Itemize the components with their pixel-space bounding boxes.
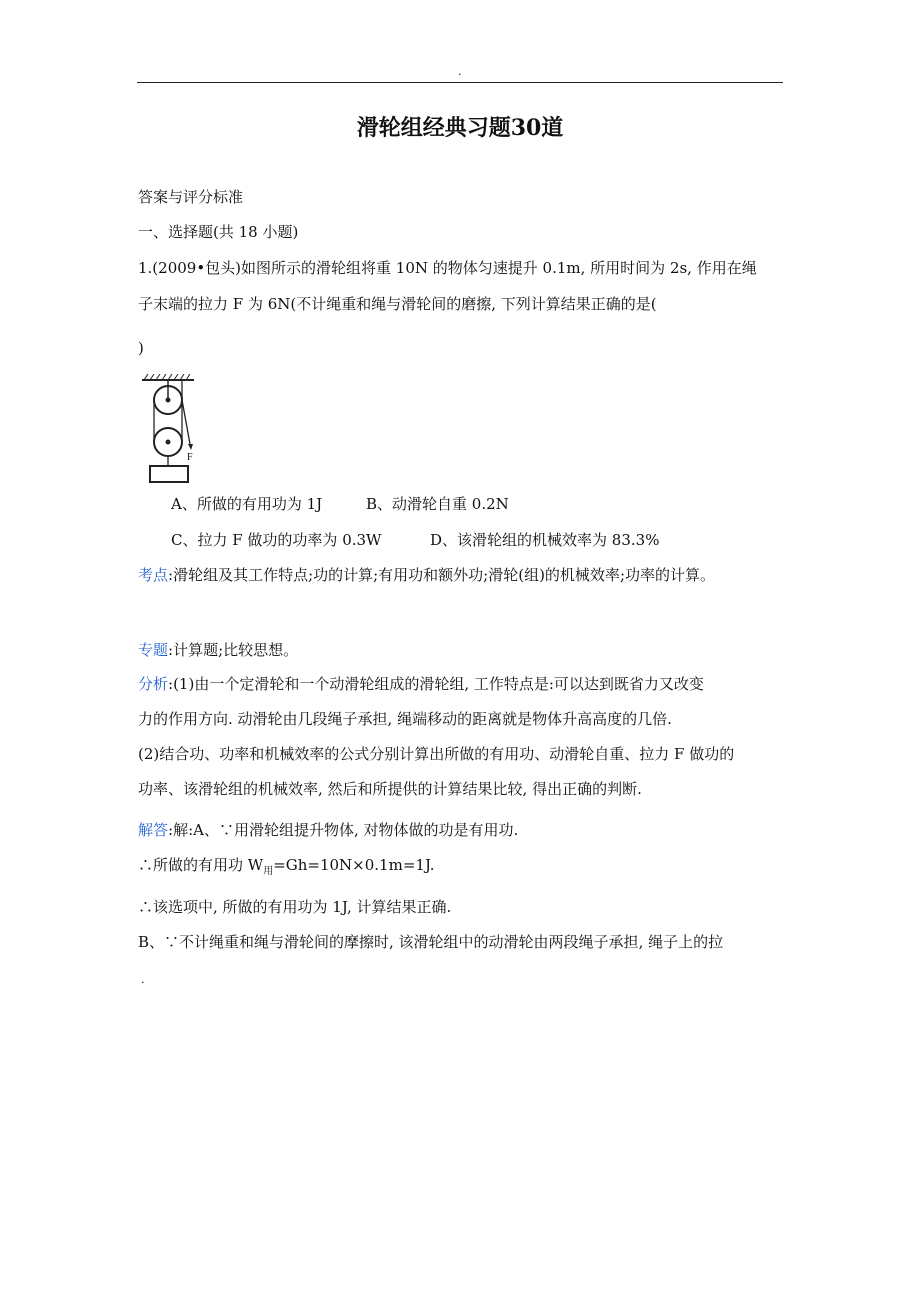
jieda-text-1: :解:A、∵用滑轮组提升物体, 对物体做的功是有用功. bbox=[168, 821, 519, 839]
force-label: F bbox=[187, 452, 193, 463]
zhuanti-line bbox=[138, 640, 298, 660]
header-dot: . bbox=[458, 65, 462, 78]
jieda-text-2-post: =Gh=10N×0.1m=1J. bbox=[273, 856, 435, 874]
kaodian-label: 考点 bbox=[138, 566, 169, 584]
page-title: 滑轮组经典习题30道 bbox=[356, 115, 564, 141]
zhuanti-text: :计算题;比较思想。 bbox=[168, 641, 299, 659]
option-b: B、动滑轮自重 0.2N bbox=[366, 495, 509, 513]
header-rule bbox=[137, 82, 783, 83]
jieda-line-3: ∴该选项中, 所做的有用功为 1J, 计算结果正确. bbox=[138, 898, 452, 916]
jieda-line-4: B、∵不计绳重和绳与滑轮间的摩擦时, 该滑轮组中的动滑轮由两段绳子承担, 绳子上的拉 bbox=[138, 933, 724, 951]
option-a: A、所做的有用功为 1J bbox=[171, 495, 323, 513]
part-heading: 一、选择题(共 18 小题) bbox=[138, 223, 299, 241]
fenxi-text-1: :(1)由一个定滑轮和一个动滑轮组成的滑轮组, 工作特点是:可以达到既省力又改变 bbox=[168, 675, 704, 693]
kaodian-text: :滑轮组及其工作特点;功的计算;有用功和额外功;滑轮(组)的机械效率;功率的计算。 bbox=[168, 566, 715, 584]
option-c: C、拉力 F 做功的功率为 0.3W bbox=[171, 531, 382, 549]
fenxi-label: 分析 bbox=[138, 675, 169, 693]
question-line-3: ) bbox=[138, 339, 144, 357]
fenxi-line-4: 功率、该滑轮组的机械效率, 然后和所提供的计算结果比较, 得出正确的判断. bbox=[138, 780, 642, 798]
jieda-line-2 bbox=[138, 855, 435, 882]
option-d: D、该滑轮组的机械效率为 83.3% bbox=[430, 531, 660, 549]
pulley-diagram bbox=[140, 374, 206, 486]
zhuanti-label: 专题 bbox=[138, 641, 169, 659]
fenxi-line-1 bbox=[138, 674, 704, 694]
fenxi-line-3: (2)结合功、功率和机械效率的公式分别计算出所做的有用功、动滑轮自重、拉力 F 做功的 bbox=[138, 745, 735, 763]
section-heading: 答案与评分标准 bbox=[138, 188, 244, 206]
fenxi-line-2: 力的作用方向. 动滑轮由几段绳子承担, 绳端移动的距离就是物体升高高度的几倍. bbox=[138, 710, 672, 728]
jieda-subscript: 用 bbox=[263, 866, 274, 877]
kaodian-line bbox=[138, 565, 715, 585]
footer-dot: . bbox=[141, 973, 145, 986]
question-line-1: 1.(2009•包头)如图所示的滑轮组将重 10N 的物体匀速提升 0.1m, 所用时间为 2s, 作用在绳 bbox=[138, 259, 757, 277]
question-line-2: 子末端的拉力 F 为 6N(不计绳重和绳与滑轮间的磨擦, 下列计算结果正确的是( bbox=[138, 295, 657, 313]
jieda-line-1 bbox=[138, 820, 518, 840]
jieda-text-2-pre: ∴所做的有用功 W bbox=[138, 856, 264, 874]
jieda-label: 解答 bbox=[138, 821, 169, 839]
